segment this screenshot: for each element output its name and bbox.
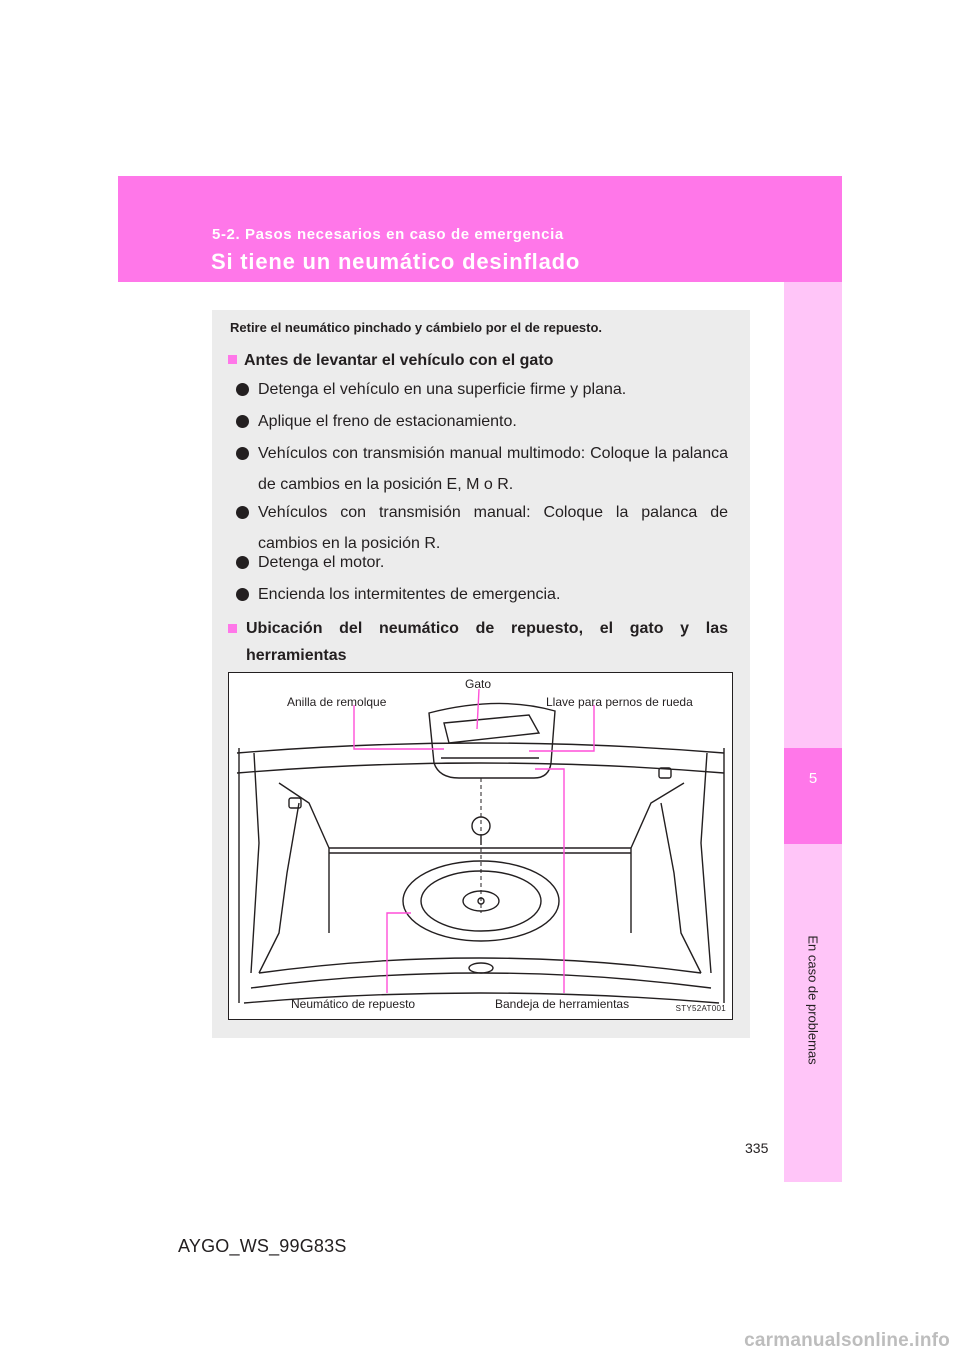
bullet-item [236,438,728,500]
watermark: carmanualsonline.info [744,1330,950,1351]
heading-spare-location-text: Ubicación del neumático de repuesto, el gato y las herramientas [246,620,728,664]
chapter-number: 5 [808,770,818,787]
bullet-text: Vehículos con transmisión manual: Coloque la palanca de cambios en la posición R. [258,504,728,552]
document-code: AYGO_WS_99G83S [178,1236,347,1256]
square-bullet-icon [228,355,237,364]
bullet-dot-icon [236,447,249,460]
bullet-dot-icon [236,506,249,519]
side-tab-top [784,282,842,748]
page-title: Si tiene un neumático desinflado [211,249,581,274]
side-tab-chapter [784,748,842,844]
bullet-dot-icon [236,383,249,396]
bullet-text: Detenga el motor. [258,554,385,571]
bullet-text: Detenga el vehículo en una superficie firme y plana. [258,381,627,398]
section-label: 5-2. Pasos necesarios en caso de emergencia [212,226,564,243]
bullet-item [236,374,728,405]
bullet-text: Aplique el freno de estacionamiento. [258,413,517,430]
label-jack: Gato [465,677,492,691]
bullet-text: Encienda los intermitentes de emergencia. [258,586,561,603]
heading-before-lifting-text: Antes de levantar el vehículo con el gato [244,352,554,369]
bullet-dot-icon [236,415,249,428]
square-bullet-icon [228,624,237,633]
chapter-title: En caso de problemas [805,935,821,1065]
label-tool-tray: Bandeja de herramientas [495,997,630,1011]
trunk-illustration-drawing [229,673,732,1019]
intro-text: Retire el neumático pinchado y cámbielo por el de repuesto. [230,320,603,335]
bullet-item [236,547,728,578]
trunk-illustration [228,672,733,1020]
bullet-dot-icon [236,588,249,601]
label-towing-eye: Anilla de remolque [287,695,387,709]
heading-before-lifting [228,352,553,370]
label-wheel-nut-wrench: Llave para pernos de rueda [546,695,693,709]
bullet-text: Vehículos con transmisión manual multimodo: Coloque la palanca de cambios en la posición E, M o R. [258,445,728,493]
figure-code: STY52AT001 [675,1004,726,1013]
label-spare-tire: Neumático de repuesto [291,997,416,1011]
bullet-item [236,579,728,610]
bullet-item [236,406,728,437]
bullet-dot-icon [236,556,249,569]
page-number: 335 [745,1140,769,1156]
heading-spare-location [228,615,728,669]
